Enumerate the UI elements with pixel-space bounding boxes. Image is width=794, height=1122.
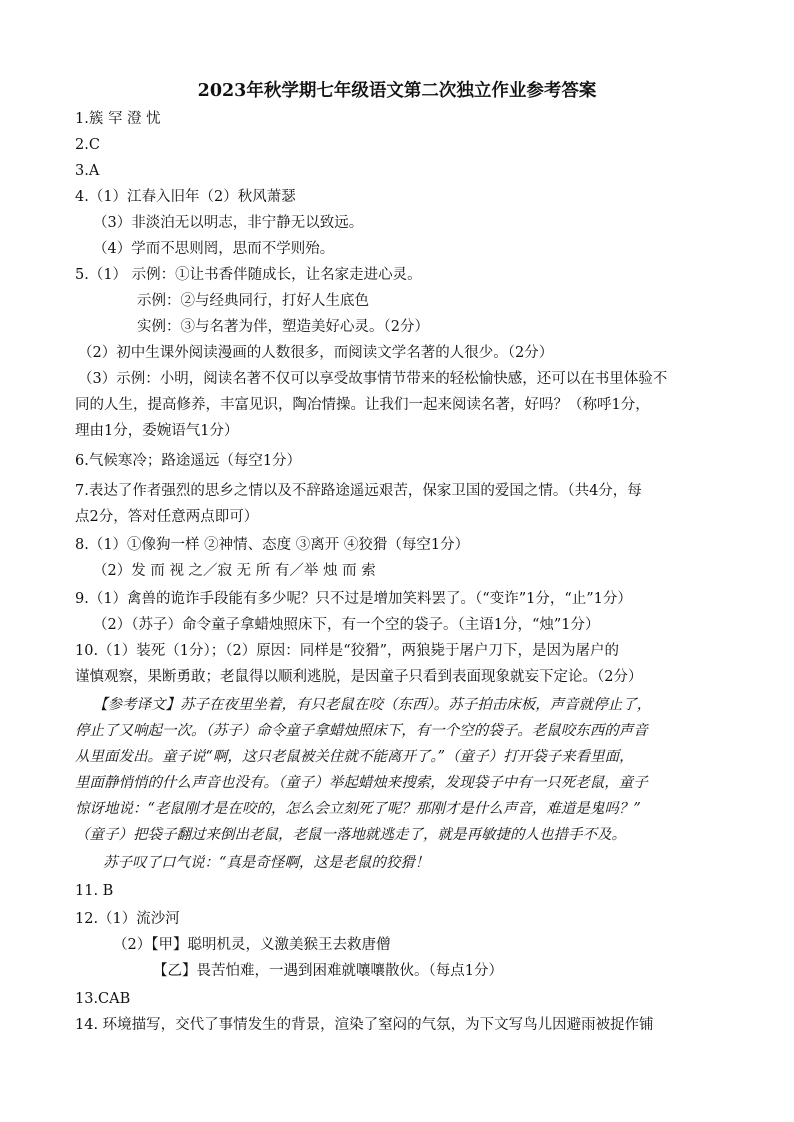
- answer-line: （2）【甲】聪明机灵，义激美猴王去救唐僧: [113, 937, 391, 953]
- answer-line: 2.C: [75, 137, 100, 153]
- answer-line: 12.（1）流沙河: [75, 911, 180, 927]
- answer-line: 1.簇 罕 澄 忧: [75, 111, 161, 127]
- translation-line: 停止了又响起一次。（苏子）命令童子拿蜡烛照床下，有一个空的袋子。老鼠咬东西的声音: [75, 723, 648, 739]
- answer-line: 6.气候寒冷；路途遥远（每空1分）: [75, 453, 302, 469]
- translation-line: （童子）把袋子翻过来倒出老鼠，老鼠一落地就逃走了，就是再敏捷的人也措手不及。: [75, 827, 626, 843]
- translation-line: 从里面发出。童子说“啊，这只老鼠被关住就不能离开了。”（童子）打开袋子来看里面，: [75, 749, 634, 765]
- answer-line: （4）学而不思则罔，思而不学则殆。: [93, 241, 335, 257]
- answer-line: （2）发 而 视 之／寂 无 所 有／举 烛 而 索: [93, 563, 376, 579]
- answer-line: （2）初中生课外阅读漫画的人数很多，而阅读文学名著的人很少。（2分）: [78, 345, 554, 361]
- answer-line: 3.A: [75, 163, 100, 179]
- answer-line: （2）（苏子）命令童子拿蜡烛照床下，有一个空的袋子。（主语1分，“烛”1分）: [93, 617, 600, 633]
- answer-line: 谨慎观察，果断勇敢；老鼠得以顺利逃脱，是因童子只看到表面现象就妄下定论。（2分）: [75, 669, 643, 685]
- answer-line: 14. 环境描写，交代了事情发生的背景，渲染了窒闷的气氛，为下文写鸟儿因避雨被捉作铺: [75, 1017, 654, 1033]
- answer-line: （3）非淡泊无以明志，非宁静无以致远。: [93, 215, 364, 231]
- answer-line: 13.CAB: [75, 991, 131, 1007]
- answer-line: 示例：②与经典同行，打好人生底色: [137, 293, 369, 309]
- answer-line: 【乙】畏苦怕难，一遇到困难就嚷嚷散伙。（每点1分）: [153, 963, 503, 979]
- document-title: 2023年秋学期七年级语文第二次独立作业参考答案: [197, 81, 597, 101]
- translation-line: 里面静悄悄的什么声音也没有。（童子）举起蜡烛来搜索，发现袋子中有一只死老鼠，童子: [75, 775, 648, 791]
- answer-line: 实例：③与名著为伴，塑造美好心灵。（2分）: [137, 319, 429, 335]
- translation-line: 惊讶地说：“老鼠刚才是在咬的，怎么会立刻死了呢？那刚才是什么声音，难道是鬼吗？”: [75, 801, 641, 817]
- answer-line: 9.（1）禽兽的诡诈手段能有多少呢？只不过是增加笑料罢了。（“变诈”1分，“止”1分）: [75, 591, 632, 607]
- answer-line: 点2分，答对任意两点即可）: [75, 509, 259, 525]
- answer-line: 10.（1）装死（1分）；（2）原因：同样是“狡猾”，两狼毙于屠户刀下，是因为屠户的: [75, 643, 620, 659]
- answer-line: 5.（1） 示例：①让书香伴随成长，让名家走进心灵。: [75, 267, 422, 283]
- answer-line: （3）示例：小明，阅读名著不仅可以享受故事情节带来的轻松愉快感，还可以在书里体验不: [78, 371, 668, 387]
- answer-line: 4.（1）江春入旧年（2）秋风萧瑟: [75, 189, 296, 205]
- answer-line: 同的人生，提高修养，丰富见识，陶冶情操。让我们一起来阅读名著，好吗？（称呼1分，: [75, 397, 650, 413]
- translation-line: 苏子叹了口气说：“真是奇怪啊，这是老鼠的狡猾！: [103, 855, 430, 871]
- answer-line: 理由1分，委婉语气1分）: [75, 423, 239, 439]
- answer-line: 11. B: [75, 883, 114, 899]
- answer-line: 8.（1）①像狗一样 ②神情、态度 ③离开 ④狡猾（每空1分）: [75, 537, 470, 553]
- translation-line: 【参考译文】苏子在夜里坐着，有只老鼠在咬（东西）。苏子拍击床板，声音就停止了，: [93, 697, 652, 713]
- answer-line: 7.表达了作者强烈的思乡之情以及不辞路途遥远艰苦，保家卫国的爱国之情。（共4分，每: [75, 483, 642, 499]
